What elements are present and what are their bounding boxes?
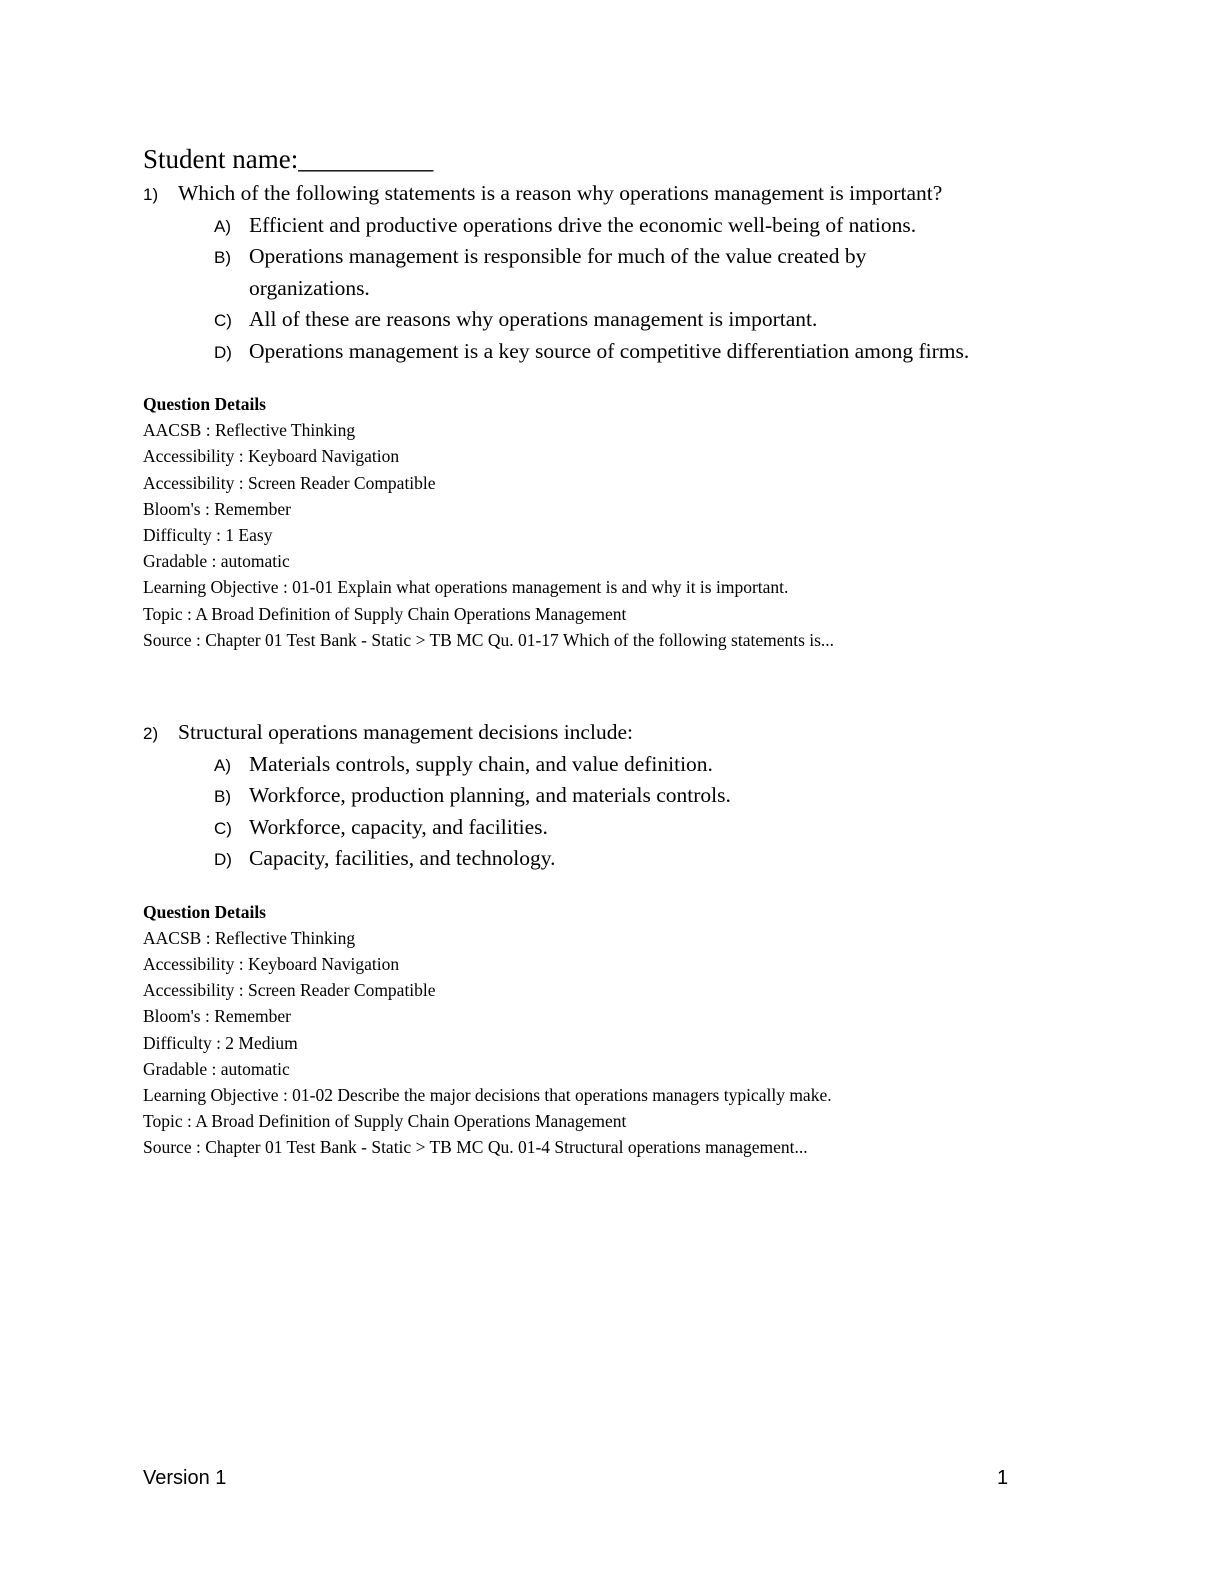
detail-accessibility-keyboard: Accessibility : Keyboard Navigation xyxy=(143,953,400,974)
detail-accessibility-screen-reader: Accessibility : Screen Reader Compatible xyxy=(143,980,436,1001)
question-number: 2) xyxy=(143,724,159,743)
detail-difficulty: Difficulty : 2 Medium xyxy=(143,1032,298,1053)
option-text: Efficient and productive operations drive the economic well-being of nations. xyxy=(249,212,917,237)
detail-blooms: Bloom's : Remember xyxy=(143,1006,291,1027)
answer-option-d xyxy=(143,843,1083,875)
details-title: Question Details xyxy=(143,394,266,414)
question-stem xyxy=(143,717,1083,749)
detail-source: Source : Chapter 01 Test Bank - Static > TB MC Qu. 01-17 Which of the following statements is... xyxy=(143,629,835,650)
question-text: Structural operations management decisions include: xyxy=(178,720,633,744)
footer-version: Version 1 xyxy=(143,1467,227,1489)
question-2 xyxy=(143,717,1083,1161)
option-text: Operations management is responsible for much of the value created by organizations. xyxy=(249,244,867,300)
option-text: All of these are reasons why operations management is important. xyxy=(249,307,818,331)
question-details xyxy=(143,899,1083,1161)
option-text: Workforce, production planning, and materials controls. xyxy=(249,783,731,807)
detail-gradable: Gradable : automatic xyxy=(143,551,290,572)
question-stem xyxy=(143,178,1083,210)
answer-option-b xyxy=(143,241,1083,304)
option-letter: D) xyxy=(214,342,232,362)
detail-accessibility-keyboard: Accessibility : Keyboard Navigation xyxy=(143,446,400,467)
answer-option-a xyxy=(143,749,1083,781)
detail-blooms: Bloom's : Remember xyxy=(143,498,291,519)
detail-accessibility-screen-reader: Accessibility : Screen Reader Compatible xyxy=(143,472,436,493)
detail-learning-objective: Learning Objective : 01-01 Explain what operations management is and why it is important. xyxy=(143,577,789,598)
option-text: Capacity, facilities, and technology. xyxy=(249,846,556,870)
detail-learning-objective: Learning Objective : 01-02 Describe the major decisions that operations managers typically make. xyxy=(143,1084,832,1105)
option-letter: A) xyxy=(214,216,231,236)
answer-option-c xyxy=(143,812,1083,844)
answer-options xyxy=(143,749,1083,875)
details-title: Question Details xyxy=(143,901,266,922)
answer-options xyxy=(143,210,1083,368)
answer-option-a xyxy=(143,210,1083,242)
option-text: Workforce, capacity, and facilities. xyxy=(249,814,548,839)
detail-topic: Topic : A Broad Definition of Supply Chain Operations Management xyxy=(143,603,627,624)
option-letter: D) xyxy=(214,850,232,869)
detail-difficulty: Difficulty : 1 Easy xyxy=(143,525,273,546)
option-text: Materials controls, supply chain, and value definition. xyxy=(249,751,713,776)
option-letter: C) xyxy=(214,818,232,838)
detail-aacsb: AACSB : Reflective Thinking xyxy=(143,420,356,441)
detail-gradable: Gradable : automatic xyxy=(143,1058,290,1079)
option-letter: C) xyxy=(214,311,232,330)
detail-topic: Topic : A Broad Definition of Supply Chain Operations Management xyxy=(143,1111,627,1132)
student-name-label: Student name:__________ xyxy=(143,144,434,174)
question-number: 1) xyxy=(143,185,159,204)
option-letter: A) xyxy=(214,755,231,775)
question-details xyxy=(143,391,1083,653)
footer-page-number: 1 xyxy=(997,1467,1009,1489)
question-1 xyxy=(143,178,1083,653)
detail-aacsb: AACSB : Reflective Thinking xyxy=(143,927,356,948)
answer-option-c xyxy=(143,304,1083,336)
answer-option-d xyxy=(143,336,1083,368)
question-text: Which of the following statements is a reason why operations management is important? xyxy=(178,181,943,205)
answer-option-b xyxy=(143,780,1083,812)
option-letter: B) xyxy=(214,787,231,806)
detail-source: Source : Chapter 01 Test Bank - Static > TB MC Qu. 01-4 Structural operations management... xyxy=(143,1137,808,1158)
option-text: Operations management is a key source of competitive differentiation among firms. xyxy=(249,338,970,363)
option-letter: B) xyxy=(214,248,231,267)
